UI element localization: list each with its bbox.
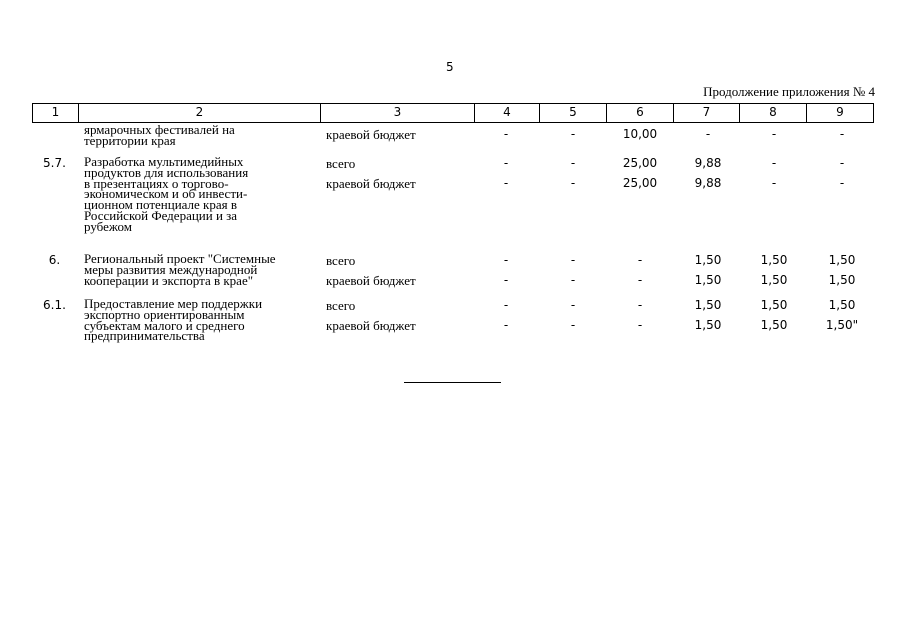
row-name-line: в презентациях о торгово- <box>84 175 229 191</box>
value-cell-c7: 9,88 <box>694 156 722 170</box>
end-rule <box>404 382 501 383</box>
funding-source: краевой бюджет <box>326 318 416 333</box>
row-name-line: Разработка мультимедийных <box>84 154 244 169</box>
value-cell-c6: - <box>637 298 643 312</box>
value-cell-c8: 1,50 <box>760 298 788 312</box>
value-cell-c9: 1,50" <box>825 318 859 332</box>
value-cell-c5: - <box>570 318 576 332</box>
value-cell-c5: - <box>570 298 576 312</box>
header-col-8: 8 <box>739 104 806 122</box>
value-cell-c7: 1,50 <box>694 273 722 287</box>
row-name-line: территории края <box>84 132 176 148</box>
value-cell-c9: - <box>839 176 845 190</box>
row-name-line: продуктов для использования <box>84 164 249 180</box>
value-cell-c4: - <box>503 176 509 190</box>
value-cell-c6: 25,00 <box>622 156 658 170</box>
row-number: 6.1. <box>43 298 66 312</box>
row-name-line: Российской Федерации и за <box>84 208 238 223</box>
row-name-line: ярмарочных фестивалей на <box>84 122 235 137</box>
value-cell-c5: - <box>570 127 576 141</box>
funding-source: краевой бюджет <box>326 176 416 191</box>
value-cell-c4: - <box>503 318 509 332</box>
value-cell-c9: 1,50 <box>828 273 856 287</box>
row-name-line: Региональный проект "Системные <box>84 251 276 266</box>
funding-source: краевой бюджет <box>326 127 416 142</box>
row-name-line: кооперации и экспорта в крае" <box>84 272 254 288</box>
header-col-4: 4 <box>474 104 539 122</box>
value-cell-c5: - <box>570 176 576 190</box>
value-cell-c7: 1,50 <box>694 318 722 332</box>
row-name-line: ционном потенциале края в <box>84 197 238 213</box>
value-cell-c9: - <box>839 127 845 141</box>
value-cell-c4: - <box>503 273 509 287</box>
value-cell-c6: 25,00 <box>622 176 658 190</box>
header-col-2: 2 <box>78 104 320 122</box>
value-cell-c4: - <box>503 298 509 312</box>
value-cell-c5: - <box>570 273 576 287</box>
funding-source: всего <box>326 253 356 268</box>
row-name-line: Предоставление мер поддержки <box>84 296 263 311</box>
header-col-3: 3 <box>320 104 474 122</box>
value-cell-c4: - <box>503 156 509 170</box>
value-cell-c6: 10,00 <box>622 127 658 141</box>
value-cell-c9: 1,50 <box>828 298 856 312</box>
value-cell-c5: - <box>570 253 576 267</box>
row-name-line: экспортно ориентированным <box>84 306 245 322</box>
table-header <box>32 103 874 123</box>
value-cell-c8: - <box>771 127 777 141</box>
value-cell-c4: - <box>503 127 509 141</box>
funding-source: всего <box>326 156 356 171</box>
appendix-title: Продолжение приложения № 4 <box>703 84 875 99</box>
value-cell-c7: 1,50 <box>694 298 722 312</box>
value-cell-c9: - <box>839 156 845 170</box>
value-cell-c6: - <box>637 318 643 332</box>
row-name-line: предпринимательства <box>84 328 205 344</box>
funding-source: всего <box>326 298 356 313</box>
value-cell-c7: 1,50 <box>694 253 722 267</box>
row-name-line: экономическом и об инвести- <box>84 186 248 202</box>
value-cell-c8: 1,50 <box>760 253 788 267</box>
header-col-7: 7 <box>673 104 739 122</box>
value-cell-c8: 1,50 <box>760 273 788 287</box>
header-col-6: 6 <box>606 104 673 122</box>
value-cell-c6: - <box>637 273 643 287</box>
value-cell-c8: 1,50 <box>760 318 788 332</box>
row-name-line: субъектам малого и среднего <box>84 317 245 333</box>
header-col-1: 1 <box>51 105 60 119</box>
value-cell-c4: - <box>503 253 509 267</box>
value-cell-c7: - <box>705 127 711 141</box>
value-cell-c5: - <box>570 156 576 170</box>
header-col-5: 5 <box>539 104 606 122</box>
header-col-9: 9 <box>806 104 873 122</box>
funding-source: краевой бюджет <box>326 273 416 288</box>
value-cell-c8: - <box>771 156 777 170</box>
row-number: 6. <box>48 253 61 267</box>
page-number: 5 <box>446 60 454 74</box>
value-cell-c8: - <box>771 176 777 190</box>
value-cell-c6: - <box>637 253 643 267</box>
row-name-line: меры развития международной <box>84 261 258 277</box>
value-cell-c9: 1,50 <box>828 253 856 267</box>
row-name-line: рубежом <box>84 218 133 234</box>
value-cell-c7: 9,88 <box>694 176 722 190</box>
row-number: 5.7. <box>43 156 66 170</box>
